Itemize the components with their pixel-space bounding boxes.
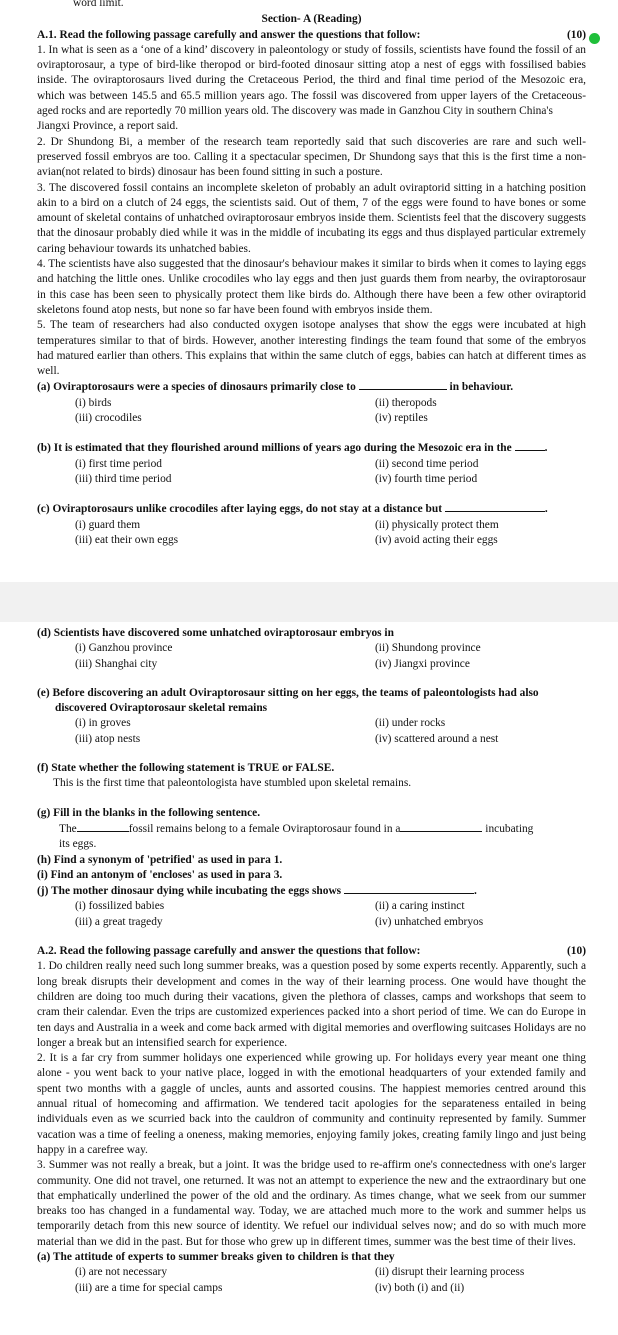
question-g-sentence-end: its eggs.: [59, 838, 97, 851]
a2-heading: A.2. Read the following passage carefully and answer the questions that follow:: [37, 945, 421, 958]
a2-question-a: (a) The attitude of experts to summer breaks given to children is that they: [37, 1250, 395, 1263]
a2-marks: (10): [567, 945, 586, 958]
question-e-options: [37, 716, 586, 747]
a2-question-a-options: [37, 1265, 586, 1296]
status-indicator-dot: [589, 33, 600, 44]
question-b-options: [37, 457, 586, 488]
question-g-sentence: The fossil remains belong to a female Oviraptorosaur found in a incubating: [59, 822, 534, 835]
a1-heading-row: [37, 28, 586, 43]
option: (i) first time period: [75, 457, 162, 470]
option: (iii) third time period: [75, 472, 172, 485]
a1-para-4: 4. The scientists have also suggested that the dinosaur's behaviour makes it similar to birds when it comes to laying eggs and hatching the little ones. Unlike crocodiles who lay eggs and then just guards them from nearby, the oviraptorosaur in this case has been seen to physically protect them like birds do. Although there have been a few other oviraptorid skeletons found atop nests, but none so far have been found with embryos inside them.: [37, 258, 586, 316]
question-h: (h) Find a synonym of 'petrified' as used in para 1.: [37, 853, 283, 866]
a1-para-1b: Jiangxi Province, a report said.: [37, 120, 179, 133]
page-lower: [0, 626, 618, 1296]
option: (ii) Shundong province: [375, 642, 481, 655]
a1-para-1: 1. In what is seen as a ‘one of a kind’ discovery in paleontology or study of fossils, scientists have found the fossil of an oviraptorosaur, a type of bird-like theropod or bird-footed dinosaur sitting atop a nest of eggs with fossilised babies inside. The oviraptorosaurs lived during the Cretaceous Period, the third and final time period of the Mesozoic era, which was between 145.5 and 65.5 million years ago. The fossil was discovered from upper layers of the Cretaceous-aged rocks and are reportedly 70 million years old. The discovery was made in Ganzhou City in southern China's: [37, 43, 586, 118]
a1-para-5: 5. The team of researchers had also conducted oxygen isotope analyses that show the eggs were incubated at high temperatures similar to that of birds. However, another interesting findings the team found that some of the embryos had matured earlier than others. This explains that within the same clutch of eggs, babies can hatch at different times as well.: [37, 319, 586, 378]
option: (iv) scattered around a nest: [375, 732, 499, 745]
question-f: (f) State whether the following statement is TRUE or FALSE.: [37, 762, 335, 775]
question-e-line2: discovered Oviraptorosaur skeletal remains: [55, 702, 268, 715]
option: (iv) avoid acting their eggs: [375, 533, 498, 546]
option: (iii) crocodiles: [75, 412, 142, 425]
option: (i) Ganzhou province: [75, 642, 173, 655]
question-j: (j) The mother dinosaur dying while incubating the eggs shows .: [37, 885, 477, 898]
question-a: (a) Oviraptorosaurs were a species of dinosaurs primarily close to in behaviour.: [37, 381, 514, 394]
page-break-gap: [0, 582, 618, 622]
a1-marks: (10): [567, 28, 586, 41]
a1-para-2: 2. Dr Shundong Bi, a member of the research team reportedly said that such discoveries are rare and such well-preserved fossil embryos are too. Calling it a spectacular specimen, Dr Shundong says that this is the first time a non-avian(not related to birds) dinosaur has been found sitting in such a posture.: [37, 135, 586, 179]
option: (iv) Jiangxi province: [375, 657, 470, 670]
question-b: (b) It is estimated that they flourished around millions of years ago during the Mesozoic era in the .: [37, 442, 548, 455]
a1-para-3: 3. The discovered fossil contains an incomplete skeleton of probably an adult oviraptorid sitting in a hatching position akin to a bird on a clutch of 24 eggs, the scientists said. Out of them, 7 of the eggs were found to have bones or some amount of skeletal contains of unhatched oviraptorosaur embryos inside them. Scientists feel that the discovery suggests that the dinosaur probably died while it was in the middle of incubating its eggs and thus displayed particular extremely caring behaviour towards its unhatched babies.: [37, 181, 586, 255]
option: (iv) both (i) and (ii): [375, 1281, 465, 1294]
option: (ii) second time period: [375, 457, 479, 470]
option: (iii) Shanghai city: [75, 657, 158, 670]
question-c: (c) Oviraptorosaurs unlike crocodiles after laying eggs, do not stay at a distance but .: [37, 503, 548, 516]
option: (iv) reptiles: [375, 412, 428, 425]
page-upper: [0, 0, 618, 548]
a2-para-1: 1. Do children really need such long summer breaks, was a question posed by some experts recently. Apparently, such a long break disrupts their development and comes in the way of their learning process. One would have thought the children are doing too much during their vacations, given the plethora of classes, camps and workshops that seem to cram their calendar. Even the trips are customized experiences packed into a short period of time. We can do Europe in ten days and Australia in a week and come back armed with digital memories and overflowing suitcases Holidays are no longer a break but an intensified search for experience.: [37, 960, 586, 1049]
question-g: (g) Fill in the blanks in the following sentence.: [37, 806, 261, 819]
option: (i) fossilized babies: [75, 900, 165, 913]
option: (ii) physically protect them: [375, 518, 499, 531]
option: (iv) fourth time period: [375, 472, 478, 485]
a1-heading: A.1. Read the following passage carefully and answer the questions that follow:: [37, 28, 421, 41]
option: (ii) a caring instinct: [375, 900, 465, 913]
option: (i) in groves: [75, 717, 131, 730]
a2-para-3: 3. Summer was not really a break, but a joint. It was the bridge used to re-affirm one's connectedness with one's larger community. One did not travel, one returned. It was not an attempt to experience the new and the extraordinary but one that emphatically underlined the power of the old and the ordinary. As times change, what we seek from our summer breaks too has changed in a fundamental way. Today, we are attached much more to the work and summer helps us temporarily detach from this new source of identity. We refuel our individual selves now; and do so with much more material than we did in the past. But for those who grew up in different times, summer was the best time of their lives.: [37, 1159, 586, 1248]
question-e: (e) Before discovering an adult Oviraptorosaur sitting on her eggs, the teams of paleontologists had also: [37, 686, 539, 699]
option: (iii) a great tragedy: [75, 915, 163, 928]
question-a-options: [37, 396, 586, 427]
question-d: (d) Scientists have discovered some unhatched oviraptorosaur embryos in: [37, 627, 394, 639]
option: (i) guard them: [75, 518, 141, 531]
a2-para-2: 2. It is a far cry from summer holidays one experienced while growing up. For holidays every year meant one thing alone - you went back to your native place, logged in with the emotional headquarters of your extended family and spent two months with a gaggle of uncles, aunts and assorted cousins. The happiest memories centred around this annual ritual of homecoming and affirmation. We tendered tacit apologies for the separateness entailed in being individuals even as we scurried back into the cauldron of community and continuity represented by family. Summer vacation was a time of feeling a oneness, making memories, enjoying family jokes, creating family lingo and just being happy in a carefree way.: [37, 1052, 586, 1156]
option: (ii) disrupt their learning process: [375, 1266, 525, 1279]
section-title: Section- A (Reading): [261, 13, 362, 26]
question-f-statement: This is the first time that paleontologista have stumbled upon skeletal remains.: [53, 777, 412, 790]
option: (ii) theropods: [375, 396, 437, 409]
option: (i) are not necessary: [75, 1266, 168, 1279]
question-c-options: [37, 518, 586, 549]
option: (ii) under rocks: [375, 717, 446, 730]
option: (iii) are a time for special camps: [75, 1281, 223, 1294]
question-d-options: [37, 641, 586, 672]
option: (iv) unhatched embryos: [375, 915, 484, 928]
question-i: (i) Find an antonym of 'encloses' as used in para 3.: [37, 868, 283, 881]
option: (iii) eat their own eggs: [75, 533, 179, 546]
top-cut-text: word limit.: [73, 0, 124, 9]
question-j-options: [37, 899, 586, 930]
option: (iii) atop nests: [75, 732, 141, 745]
a2-heading-row: [37, 944, 586, 959]
option: (i) birds: [75, 396, 112, 409]
